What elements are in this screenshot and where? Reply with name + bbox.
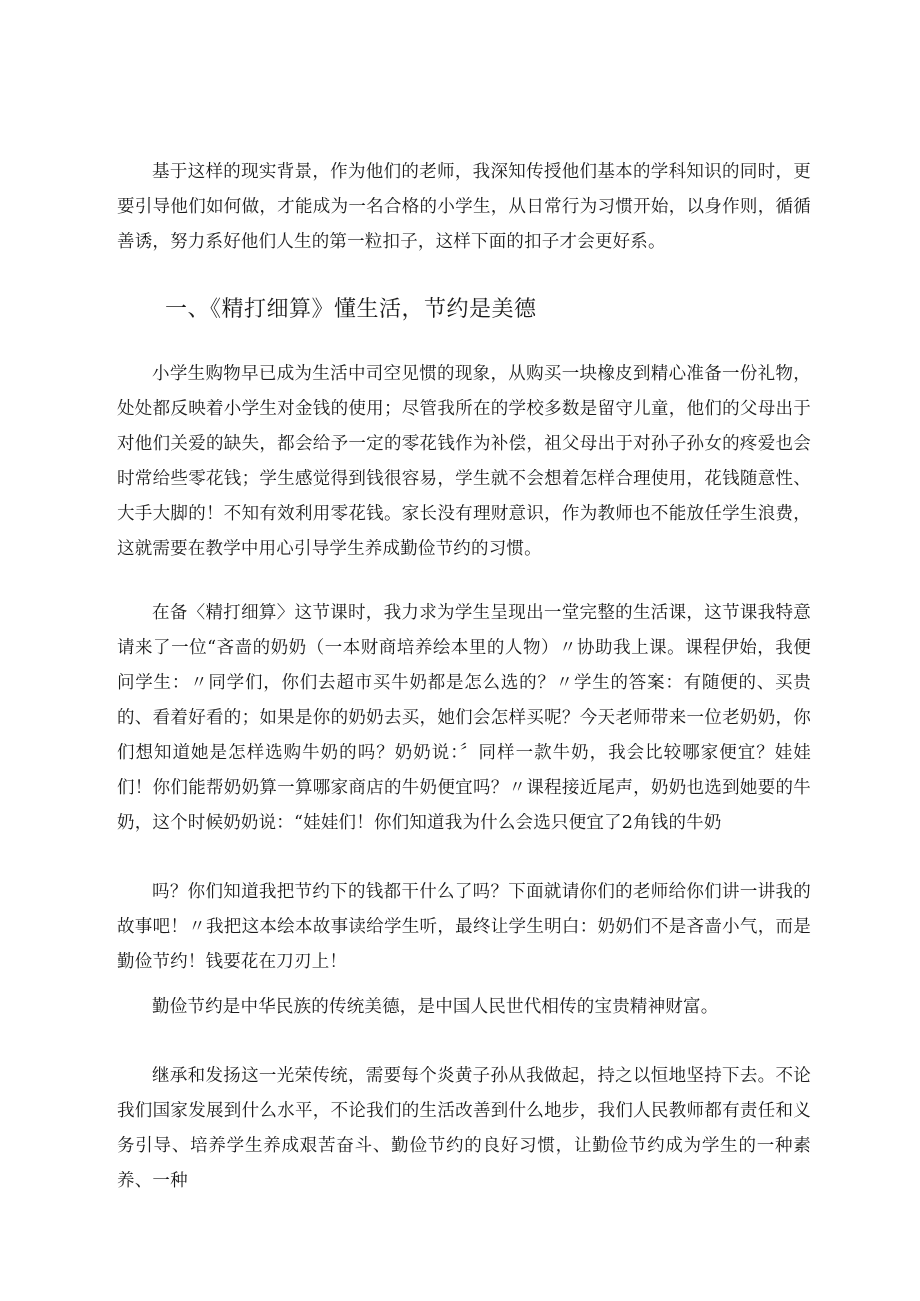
story-paragraph: 吗？你们知道我把节约下的钱都干什么了吗？下面就请你们的老师给你们讲一讲我的故事吧！〃我把这本绘本故事读给学生听，最终让学生明白：奶奶们不是吝啬小气，而是勤俭节约！钱要花在刀刃上！: [117, 882, 811, 972]
lesson-paragraph: 在备〈精打细算〉这节课时，我力求为学生呈现出一堂完整的生活课，这节课我特意请来了一位“吝啬的奶奶（一本财商培养绘本里的人物）〃协助我上课。课程伊始，我便问学生：〃同学们，你们去超市买牛奶都是怎么选的？〃学生的答案：有随便的、买贵的、看着好看的；如果是你的奶奶去买，她们会怎样买呢？今天老师带来一位老奶奶，你们想知道她是怎样选购牛奶的吗？奶奶说：〞同样一款牛奶，我会比较哪家便宜？娃娃们！你们能帮奶奶算一算哪家商店的牛奶便宜吗？〃课程接近尾声，奶奶也选到她要的牛奶，这个时候奶奶说：“娃娃们！你们知道我为什么会选只便宜了2角钱的牛奶: [117, 603, 811, 833]
virtue-paragraph: 勤俭节约是中华民族的传统美德，是中国人民世代相传的宝贵精神财富。: [152, 997, 719, 1017]
shopping-paragraph: 小学生购物早已成为生活中司空见惯的现象，从购买一块橡皮到精心准备一份礼物，处处都反映着小学生对金钱的使用；尽管我所在的学校多数是留守儿童，他们的父母出于对他们关爱的缺失，都会给予一定的零花钱作为补偿，祖父母出于对孙子孙女的疼爱也会时常给些零花钱；学生感觉得到钱很容易，学生就不会想着怎样合理使用，花钱随意性、大手大脚的！不知有效利用零花钱。家长没有理财意识，作为教师也不能放任学生浪费，这就需要在教学中用心引导学生养成勤俭节约的习惯。: [117, 364, 811, 559]
section-heading: 一、《精打细算》懂生活，节约是美德: [165, 297, 537, 322]
intro-paragraph: 基于这样的现实背景，作为他们的老师，我深知传授他们基本的学科知识的同时，更要引导他们如何做，才能成为一名合格的小学生，从日常行为习惯开始，以身作则，循循善诱，努力系好他们人生的第一粒扣子，这样下面的扣子才会更好系。: [117, 162, 811, 252]
tradition-paragraph: 继承和发扬这一光荣传统，需要每个炎黄子孙从我做起，持之以恒地坚持下去。不论我们国家发展到什么水平，不论我们的生活改善到什么地步，我们人民教师都有责任和义务引导、培养学生养成艰苦奋斗、勤俭节约的良好习惯，让勤俭节约成为学生的一种素养、一种: [117, 1066, 811, 1191]
